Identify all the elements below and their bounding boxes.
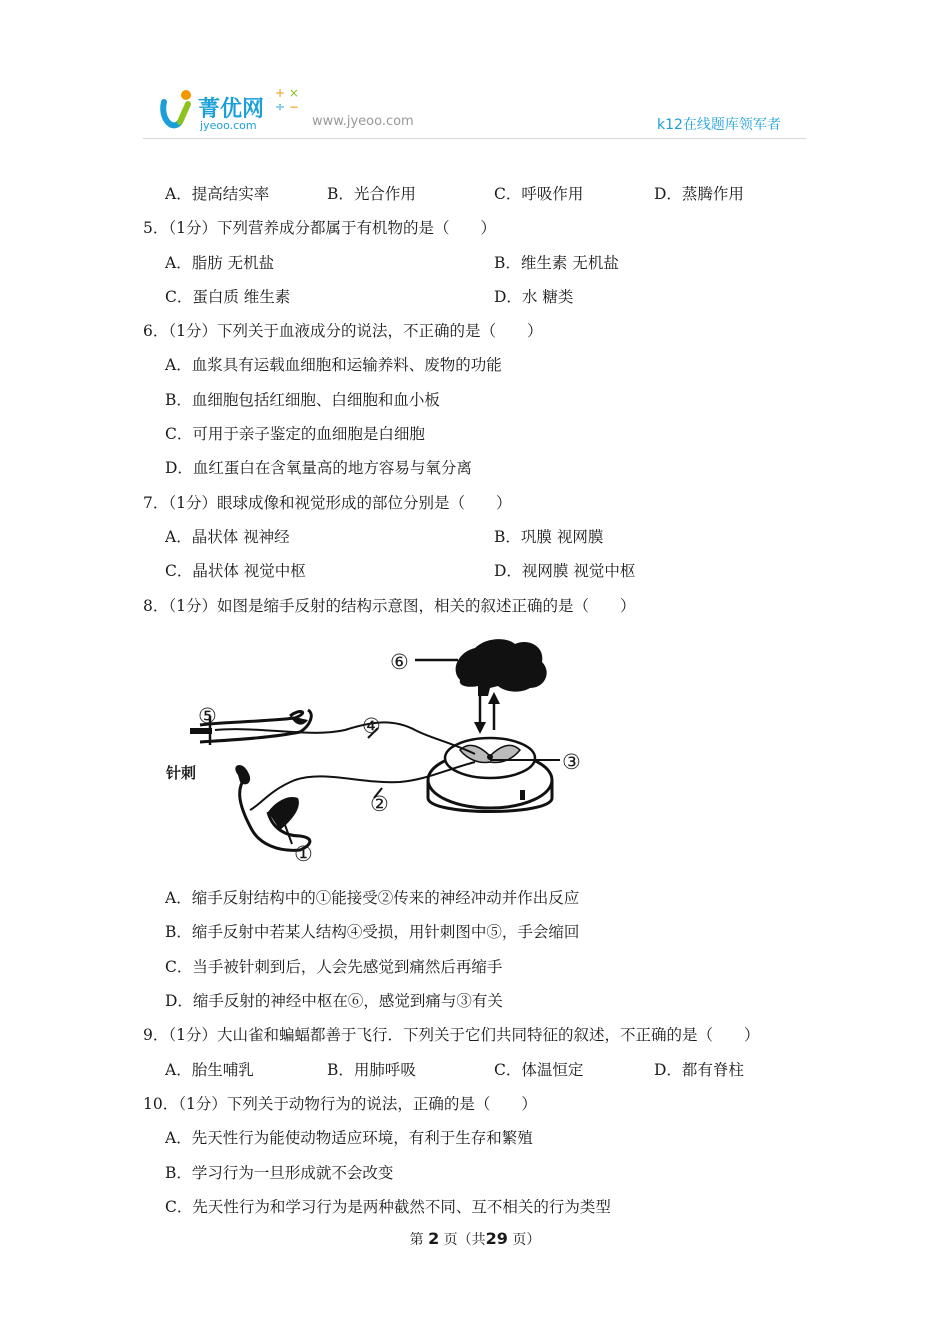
option-c: C．晶状体 视觉中枢 — [165, 562, 306, 580]
question-stem: 5．（1分）下列营养成分都属于有机物的是（ ） — [143, 219, 496, 237]
option-d: D．血红蛋白在含氧量高的地方容易与氧分离 — [165, 459, 472, 477]
option-d: D．水 糖类 — [494, 288, 574, 306]
diagram-label-5: ⑤ — [198, 704, 217, 728]
option-d: D．都有脊柱 — [654, 1061, 744, 1079]
option-d: D．视网膜 视觉中枢 — [494, 562, 636, 580]
option-b: B．用肺呼吸 — [327, 1061, 416, 1079]
diagram-label-stimulus: 针刺 — [166, 764, 197, 782]
jyeoo-logo-icon — [158, 88, 198, 136]
option-a: A．提高结实率 — [165, 185, 270, 203]
page-footer — [0, 1229, 950, 1249]
option-c: C．可用于亲子鉴定的血细胞是白细胞 — [165, 425, 425, 443]
diagram-label-1: ① — [294, 842, 313, 866]
option-a: A．血浆具有运载血细胞和运输养料、废物的功能 — [165, 356, 502, 374]
option-c: C．呼吸作用 — [494, 185, 584, 203]
logo-domain: jyeoo.com — [200, 119, 257, 132]
logo-name: 菁优网 — [198, 97, 265, 122]
option-d: D．蒸腾作用 — [654, 185, 744, 203]
option-b: B．缩手反射中若某人结构④受损，用针刺图中⑤，手会缩回 — [165, 923, 580, 941]
diagram-label-3: ③ — [562, 750, 581, 774]
option-b: B．学习行为一旦形成就不会改变 — [165, 1164, 394, 1182]
option-b: B．光合作用 — [327, 185, 416, 203]
question-stem: 10．（1分）下列关于动物行为的说法，正确的是（ ） — [143, 1095, 537, 1113]
option-b: B．血细胞包括红细胞、白细胞和血小板 — [165, 391, 440, 409]
website-url: www.jyeoo.com — [312, 114, 414, 129]
option-a: A．胎生哺乳 — [165, 1061, 254, 1079]
question-stem: 6．（1分）下列关于血液成分的说法，不正确的是（ ） — [143, 322, 543, 340]
option-a: A．晶状体 视神经 — [165, 528, 290, 546]
reflex-arc-diagram — [160, 630, 600, 870]
question-stem: 8．（1分）如图是缩手反射的结构示意图，相关的叙述正确的是（ ） — [143, 597, 636, 615]
footer-suffix: 页） — [512, 1232, 541, 1248]
diagram-label-6: ⑥ — [390, 650, 409, 674]
current-page-number: 2 — [428, 1229, 440, 1248]
question-stem: 9．（1分）大山雀和蝙蝠都善于飞行．下列关于它们共同特征的叙述，不正确的是（ ） — [143, 1026, 760, 1044]
question-stem: 7．（1分）眼球成像和视觉形成的部位分别是（ ） — [143, 494, 512, 512]
option-a: A．缩手反射结构中的①能接受②传来的神经冲动并作出反应 — [165, 889, 580, 907]
diagram-label-2: ② — [370, 792, 389, 816]
option-c: C．蛋白质 维生素 — [165, 288, 291, 306]
option-c: C．体温恒定 — [494, 1061, 584, 1079]
option-d: D．缩手反射的神经中枢在⑥，感觉到痛与③有关 — [165, 992, 503, 1010]
total-pages: 29 — [485, 1229, 508, 1248]
slogan: k12在线题库领军者 — [657, 117, 781, 133]
footer-prefix: 第 — [409, 1232, 424, 1248]
option-b: B．维生素 无机盐 — [494, 254, 619, 272]
diagram-label-4: ④ — [362, 714, 381, 738]
header-divider — [143, 138, 806, 139]
footer-middle: 页（共 — [443, 1232, 486, 1248]
option-c: C．当手被针刺到后，人会先感觉到痛然后再缩手 — [165, 958, 503, 976]
math-symbols-icon: + × ÷ − — [275, 86, 299, 114]
option-a: A．脂肪 无机盐 — [165, 254, 275, 272]
brain-shape — [456, 639, 547, 696]
option-a: A．先天性行为能使动物适应环境，有利于生存和繁殖 — [165, 1129, 533, 1147]
option-b: B．巩膜 视网膜 — [494, 528, 604, 546]
option-c: C．先天性行为和学习行为是两种截然不同、互不相关的行为类型 — [165, 1198, 611, 1216]
